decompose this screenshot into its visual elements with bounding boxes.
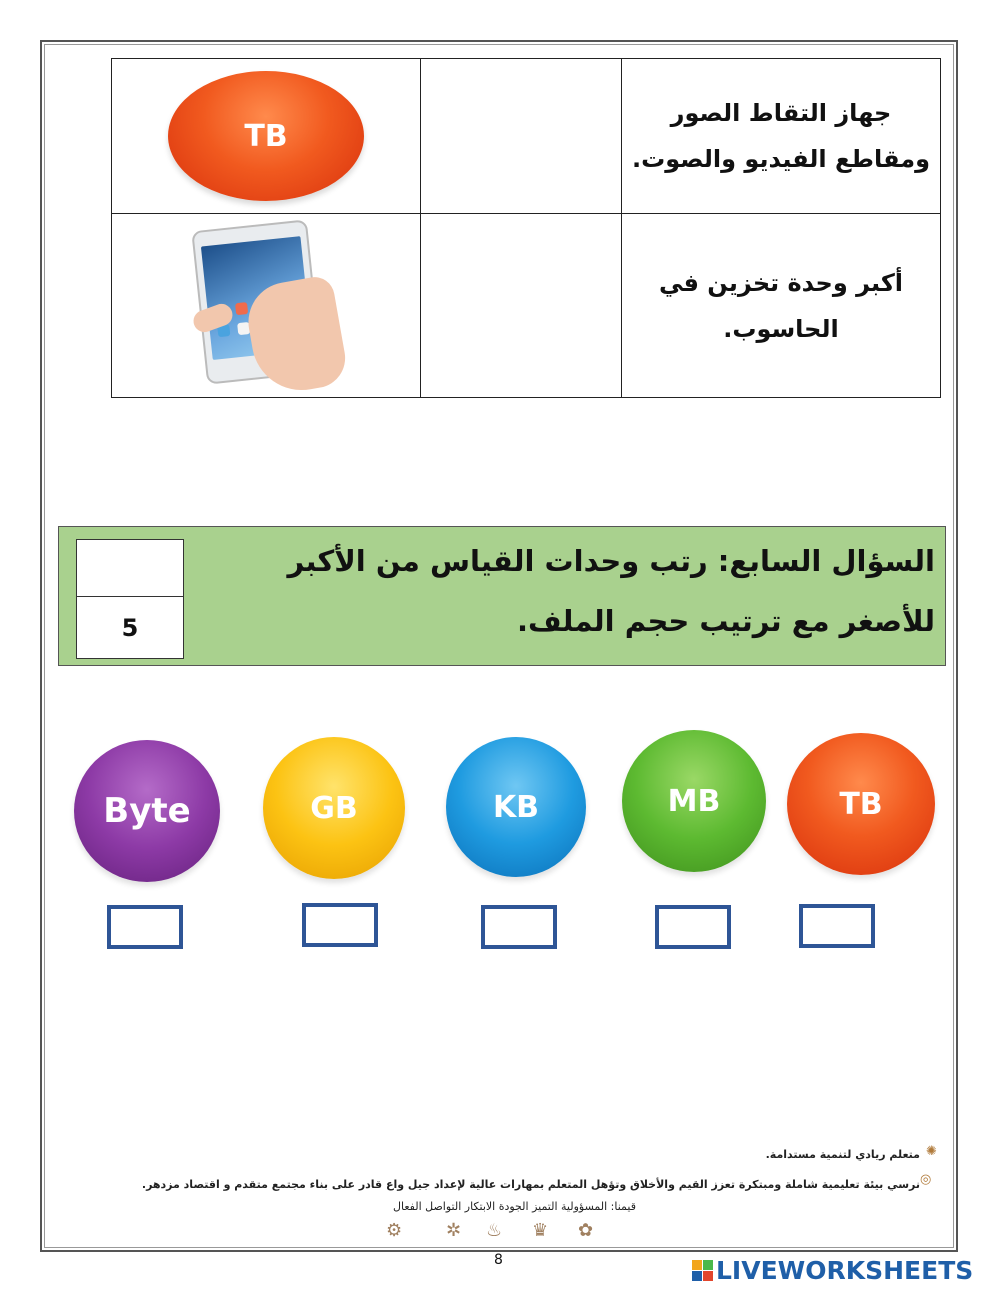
brand-name: LIVEWORKSHEETS — [716, 1256, 974, 1285]
answer-box-byte[interactable] — [107, 905, 183, 949]
gb-label: GB — [310, 790, 358, 826]
byte-label: Byte — [103, 791, 191, 831]
answer-box-tb[interactable] — [799, 904, 875, 948]
image-cell — [112, 214, 421, 398]
byte-ball — [74, 740, 220, 882]
tb-ball — [787, 733, 935, 875]
table-row — [112, 59, 941, 214]
score-input[interactable] — [77, 540, 183, 597]
image-cell — [112, 59, 421, 214]
communication-icon: ⚙ — [386, 1220, 403, 1241]
score-value: 5 — [121, 614, 139, 642]
tb-ball-label: TB — [244, 118, 288, 154]
tb-ball-image — [168, 71, 364, 201]
vision-icon: ✺ — [926, 1144, 937, 1159]
table-row — [112, 214, 941, 398]
target-icon: ◎ — [920, 1172, 932, 1187]
question-text: السؤال السابع: رتب وحدات القياس من الأكبر للأصغر مع ترتيب حجم الملف. — [287, 544, 935, 638]
answer-cell[interactable] — [421, 214, 622, 398]
mission-statement: نرسي بيئة تعليمية شاملة ومبتكرة تعزز القيم والأخلاق وتؤهل المتعلم بمهارات عالية لإعداد جيل واع قادر على بناء مجتمع متقدم و اقتصاد مزدهر. — [141, 1178, 920, 1191]
responsibility-icon: ✿ — [578, 1220, 594, 1241]
kb-ball — [446, 737, 586, 877]
description-cell: جهاز التقاط الصور ومقاطع الفيديو والصوت. — [622, 59, 941, 214]
question-bar — [58, 526, 946, 666]
liveworksheets-icon — [692, 1260, 713, 1281]
answer-box-mb[interactable] — [655, 905, 731, 949]
brand-logo — [692, 1256, 973, 1285]
score-box — [76, 539, 184, 659]
mb-label: MB — [667, 783, 721, 819]
excellence-icon: ♛ — [532, 1220, 549, 1241]
smartphone-image — [191, 221, 341, 391]
vision-statement: متعلم ريادي لتنمية مستدامة. — [765, 1148, 920, 1161]
kb-label: KB — [492, 789, 540, 825]
innovation-icon: ✲ — [446, 1220, 462, 1241]
matching-table — [111, 58, 941, 398]
description-cell: أكبر وحدة تخزين في الحاسوب. — [622, 214, 941, 398]
answer-box-kb[interactable] — [481, 905, 557, 949]
mb-ball — [622, 730, 766, 872]
values-statement: قيمنا: المسؤولية التميز الجودة الابتكار التواصل الفعال — [393, 1200, 636, 1213]
tb-label: TB — [839, 786, 883, 822]
answer-box-gb[interactable] — [302, 903, 378, 947]
quality-icon: ♨ — [486, 1220, 503, 1241]
page-number: 8 — [494, 1252, 503, 1268]
gb-ball — [263, 737, 405, 879]
answer-cell[interactable] — [421, 59, 622, 214]
